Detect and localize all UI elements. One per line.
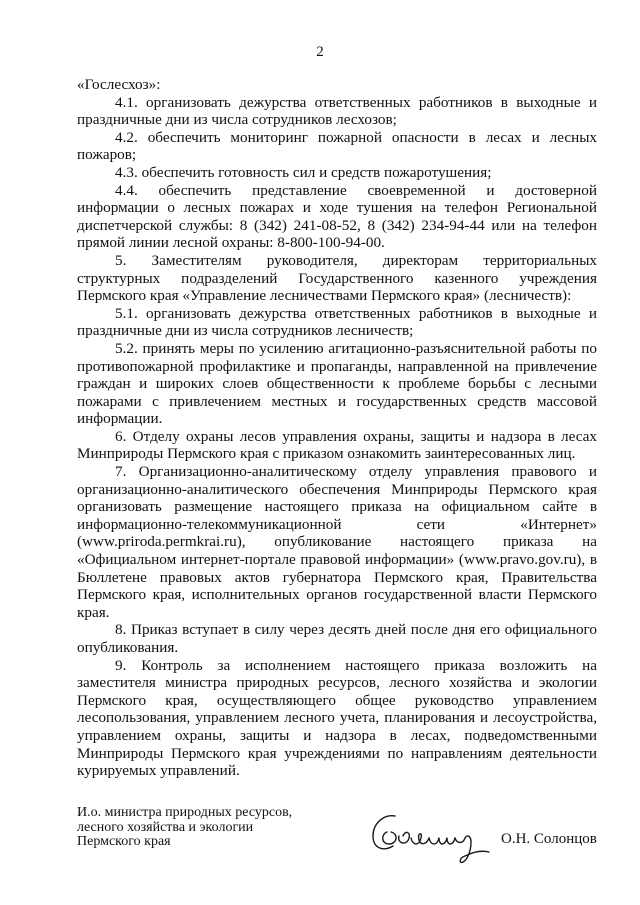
paragraph-8: 8. Приказ вступает в силу через десять дней после дня его официального опубликования. [77,621,597,656]
paragraph-intro: «Гослесхоз»: [77,76,161,93]
signer-position [77,806,337,850]
page-number: 2 [316,44,324,60]
paragraph-6: 6. Отделу охраны лесов управления охраны, защиты и надзора в лесах Минприроды Пермского края с приказом ознакомить заинтересованных лиц. [77,427,597,463]
signer-name: О.Н. Солонцов [501,831,597,847]
signer-position-line-2: лесного хозяйства и экологии [77,819,254,835]
document-body [77,76,597,780]
paragraph-4-4: 4.4. обеспечить представление своевременной и достоверной информации о лесных пожарах и ходе тушения на телефон Региональной диспетчерской службы: 8 (342) 241-08-52, 8 (342) 234-94-44 или на телефон прямой линии лесной охраны: 8-800-100-94-00. [77,181,597,252]
paragraph-5-2: 5.2. принять меры по усилению агитационно-разъяснительной работы по противопожарной профилактике и пропаганды, направленной на привлечение граждан и широких слоев общественности к проблеме борьбы с лесными пожарами с привлечением местных и государственных средств массовой информации. [77,339,597,428]
paragraph-5: 5. Заместителям руководителя, директорам территориальных структурных подразделений Государственного казенного учреждения Пермского края «Управление лесничествами Пермского края» (лесничеств): [77,251,597,305]
paragraph-9: 9. Контроль за исполнением настоящего приказа возложить на заместителя министра природных ресурсов, лесного хозяйства и экологии Пермского края, осуществляющего общее руководство управлением лесопользования, управлением лесного учета, планирования и лесоустройства, управлением охраны, защиты и надзора в лесах, подведомственными Минприроды Пермского края учреждениями по направлениям деятельности курируемых управлений. [77,656,597,780]
paragraph-5-1: 5.1. организовать дежурства ответственных работников в выходные и праздничные дни из числа сотрудников лесничеств; [77,304,597,340]
paragraph-4-1: 4.1. организовать дежурства ответственных работников в выходные и праздничные дни из числа сотрудников лесхозов; [77,93,597,129]
paragraph-7: 7. Организационно-аналитическому отделу управления правового и организационно-аналитического обеспечения Минприроды Пермского края организовать размещение настоящего приказа на официальном сайте в информационно-телекоммуникационной сети «Интернет» (www.priroda.permkrai.ru), опубликование настоящего приказа на «Официальном интернет-портале правовой информации» (www.pravo.gov.ru), в Бюллетене правовых актов губернатора Пермского края, Правительства Пермского края, исполнительных органов государственной власти Пермского края. [77,463,597,621]
paragraph-4-3: 4.3. обеспечить готовность сил и средств пожаротушения; [115,163,492,181]
handwritten-signature [367,802,497,868]
signer-position-line-3: Пермского края [77,834,171,849]
paragraph-4-2: 4.2. обеспечить мониторинг пожарной опасности в лесах и лесных пожаров; [77,128,597,164]
signature-block [77,806,597,876]
signer-position-line-1: И.о. министра природных ресурсов, [77,805,293,820]
